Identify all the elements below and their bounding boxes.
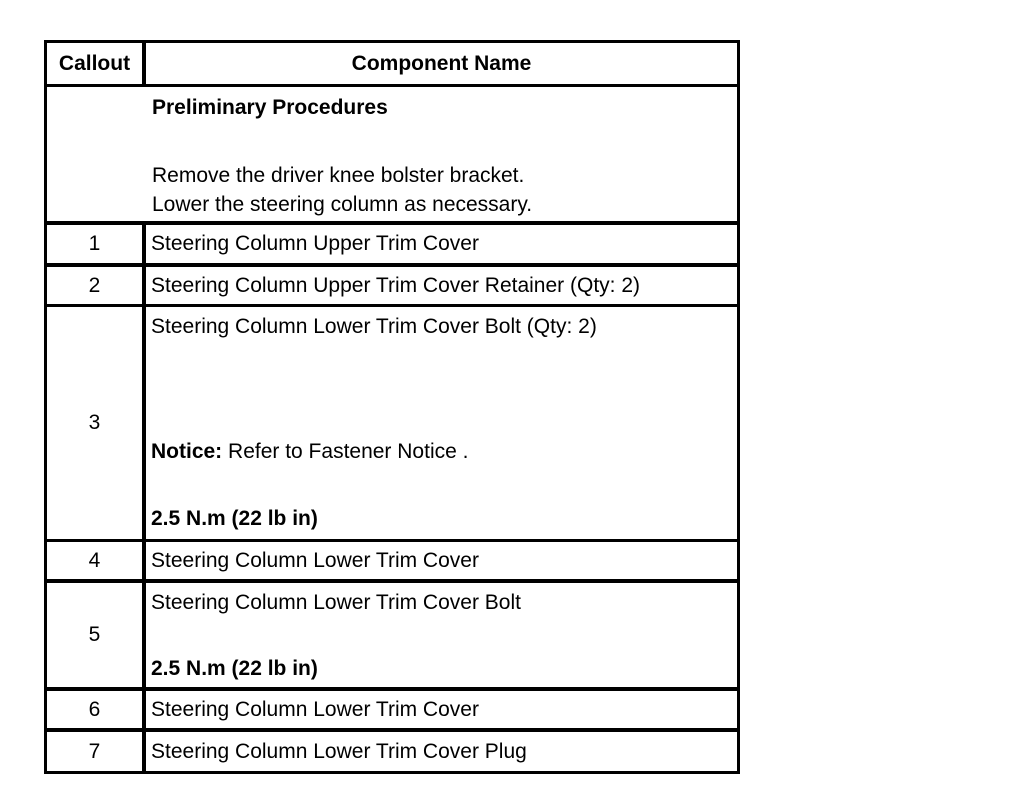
callout-column-header: Callout bbox=[47, 43, 142, 84]
preliminary-title: Preliminary Procedures bbox=[152, 96, 388, 119]
component-name: Steering Column Lower Trim Cover bbox=[151, 698, 479, 721]
table-row bbox=[47, 542, 737, 579]
table-row bbox=[47, 307, 737, 539]
notice-label: Notice: bbox=[151, 440, 223, 463]
preliminary-step-2: Lower the steering column as necessary. bbox=[152, 193, 533, 216]
component-name: Steering Column Upper Trim Cover bbox=[151, 232, 479, 255]
preliminary-cell bbox=[47, 87, 737, 221]
torque-spec: 2.5 N.m (22 lb in) bbox=[151, 507, 318, 530]
component-cell bbox=[146, 583, 737, 687]
preliminary-step-1: Remove the driver knee bolster bracket. bbox=[152, 164, 525, 187]
component-cell bbox=[146, 691, 737, 728]
callout-number: 7 bbox=[47, 732, 142, 771]
callout-number: 1 bbox=[47, 225, 142, 263]
component-cell bbox=[146, 307, 737, 539]
notice-body: Refer to Fastener Notice . bbox=[222, 440, 469, 463]
component-name: Steering Column Lower Trim Cover Bolt (Qty: 2) bbox=[151, 315, 597, 338]
component-cell bbox=[146, 225, 737, 263]
table-row bbox=[47, 691, 737, 728]
procedure-table bbox=[44, 40, 740, 774]
callout-number: 2 bbox=[47, 267, 142, 304]
component-name: Steering Column Lower Trim Cover bbox=[151, 549, 479, 572]
component-cell bbox=[146, 542, 737, 579]
notice-text bbox=[151, 440, 468, 464]
table-row bbox=[47, 267, 737, 304]
component-name: Steering Column Lower Trim Cover Plug bbox=[151, 740, 527, 763]
table-row bbox=[47, 732, 737, 771]
table-header-row bbox=[47, 43, 737, 84]
callout-number: 6 bbox=[47, 691, 142, 728]
table-row bbox=[47, 583, 737, 687]
component-name: Steering Column Upper Trim Cover Retainer (Qty: 2) bbox=[151, 274, 640, 297]
table-row bbox=[47, 225, 737, 263]
preliminary-row bbox=[47, 87, 737, 221]
torque-spec: 2.5 N.m (22 lb in) bbox=[151, 657, 318, 680]
component-cell bbox=[146, 732, 737, 771]
component-column-header: Component Name bbox=[146, 43, 737, 84]
component-cell bbox=[146, 267, 737, 304]
callout-number: 5 bbox=[47, 583, 142, 687]
callout-number: 4 bbox=[47, 542, 142, 579]
component-name: Steering Column Lower Trim Cover Bolt bbox=[151, 591, 521, 614]
callout-number: 3 bbox=[47, 307, 142, 539]
